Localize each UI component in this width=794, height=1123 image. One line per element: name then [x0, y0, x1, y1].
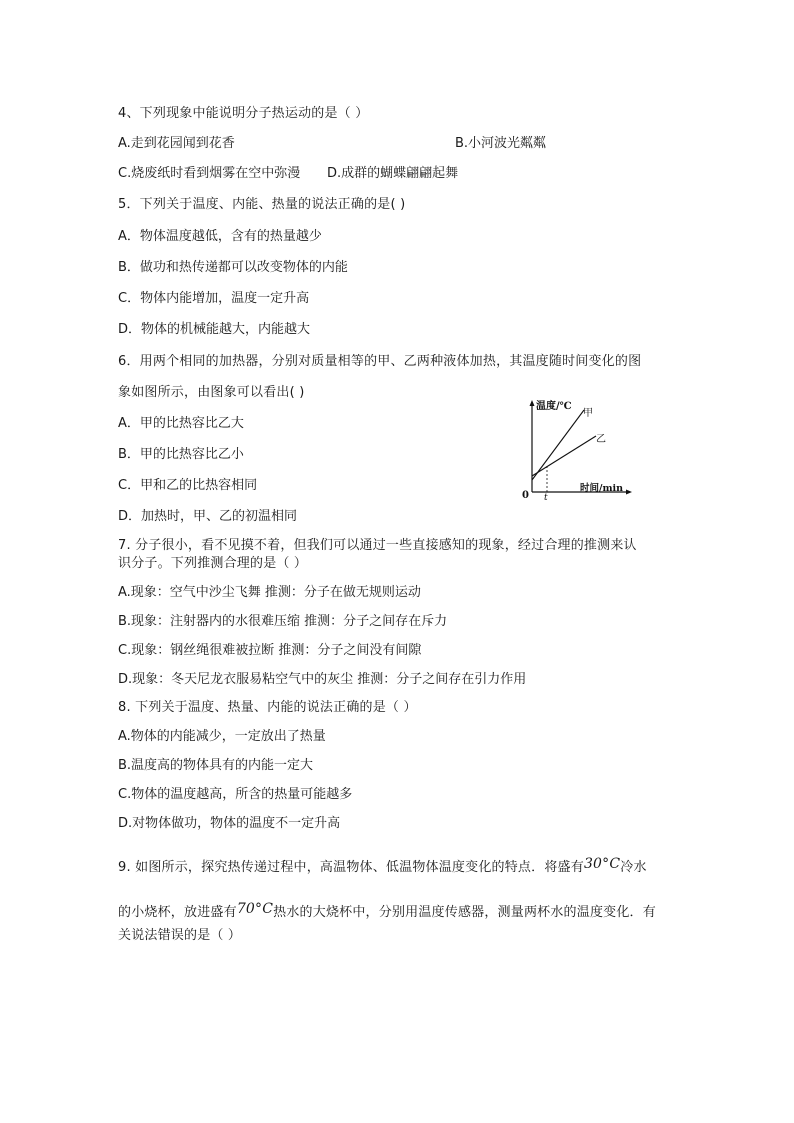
q5-option-a: A．物体温度越低，含有的热量越少 — [118, 229, 322, 244]
q4-option-a-text: A.走到花园闻到花香 — [118, 136, 235, 151]
q5-stem: 5．下列关于温度、内能、热量的说法正确的是( ) — [118, 197, 406, 212]
q7-option-b: B.现象：注射器内的水很难压缩 推测：分子之间存在斥力 — [118, 614, 448, 629]
yi-label: 乙 — [596, 434, 606, 445]
q9-stem-line2-end: 热水的大烧杯中，分别用温度传感器，测量两杯水的温度变化．有 — [273, 905, 656, 920]
q4-option-c-text: C.烧废纸时看到烟雾在空中弥漫 — [118, 166, 301, 181]
q6-temperature-time-graph — [518, 396, 638, 501]
q9-stem-line1-text: 9. 如图所示，探究热传递过程中，高温物体、低温物体温度变化的特点．将盛有 — [118, 860, 584, 875]
y-axis-label: 温度/℃ — [536, 401, 572, 412]
q8-option-a: A.物体的内能减少，一定放出了热量 — [118, 729, 326, 744]
x-axis-label: 时间/min — [580, 483, 624, 494]
q9-stem-line3: 关说法错误的是（ ） — [118, 928, 242, 943]
q8-option-c: C.物体的温度越高，所含的热量可能越多 — [118, 787, 353, 802]
q9-temp-hot: 70°C — [236, 901, 274, 917]
q4-option-c — [118, 165, 459, 183]
q5-option-c: C．物体内能增加，温度一定升高 — [118, 291, 310, 306]
q7-option-a: A.现象：空气中沙尘飞舞 推测：分子在做无规则运动 — [118, 585, 421, 600]
x-axis-arrow — [626, 490, 632, 495]
origin-label: 0 — [522, 490, 529, 501]
q7-option-d: D.现象：冬天尼龙衣服易粘空气中的灰尘 推测：分子之间存在引力作用 — [118, 672, 527, 687]
q4-option-b: B.小河波光粼粼 — [455, 136, 547, 151]
q9-stem-line1 — [118, 855, 647, 877]
q7-stem-line1: 7. 分子很小，看不见摸不着，但我们可以通过一些直接感知的现象，经过合理的推测来认 — [118, 538, 637, 553]
q4-stem: 4、下列现象中能说明分子热运动的是（ ） — [118, 106, 369, 121]
jia-label: 甲 — [583, 408, 593, 419]
q6-stem-line2: 象如图所示，由图象可以看出( ) — [118, 385, 305, 400]
q8-stem: 8. 下列关于温度、热量、内能的说法正确的是（ ） — [118, 700, 417, 715]
q4-option-a — [118, 135, 547, 153]
line-jia — [532, 410, 584, 480]
q6-option-b: B．甲的比热容比乙小 — [118, 447, 244, 462]
q7-stem-line2: 识分子。下列推测合理的是（ ） — [118, 556, 308, 571]
q4-option-d: D.成群的蝴蝶翩翩起舞 — [327, 166, 459, 181]
t-tick-label: t — [544, 493, 548, 501]
q9-stem-line2 — [118, 900, 656, 922]
q6-stem-line1: 6．用两个相同的加热器，分别对质量相等的甲、乙两种液体加热，其温度随时间变化的图 — [118, 354, 642, 369]
q7-option-c: C.现象：钢丝绳很难被拉断 推测：分子之间没有间隙 — [118, 643, 422, 658]
q5-option-d: D．物体的机械能越大，内能越大 — [118, 322, 311, 337]
line-yi — [532, 436, 596, 476]
q5-option-b: B．做功和热传递都可以改变物体的内能 — [118, 260, 348, 275]
q9-stem-line1-end: 冷水 — [620, 860, 647, 875]
q8-option-d: D.对物体做功，物体的温度不一定升高 — [118, 816, 341, 831]
q8-option-b: B.温度高的物体具有的内能一定大 — [118, 758, 314, 773]
y-axis-arrow — [530, 400, 535, 406]
q9-stem-line2-text: 的小烧杯，放进盛有 — [118, 905, 237, 920]
q9-temp-cold: 30°C — [583, 856, 621, 872]
q6-option-d: D．加热时，甲、乙的初温相同 — [118, 509, 298, 524]
q6-option-c: C．甲和乙的比热容相同 — [118, 478, 258, 493]
q6-option-a: A．甲的比热容比乙大 — [118, 416, 244, 431]
